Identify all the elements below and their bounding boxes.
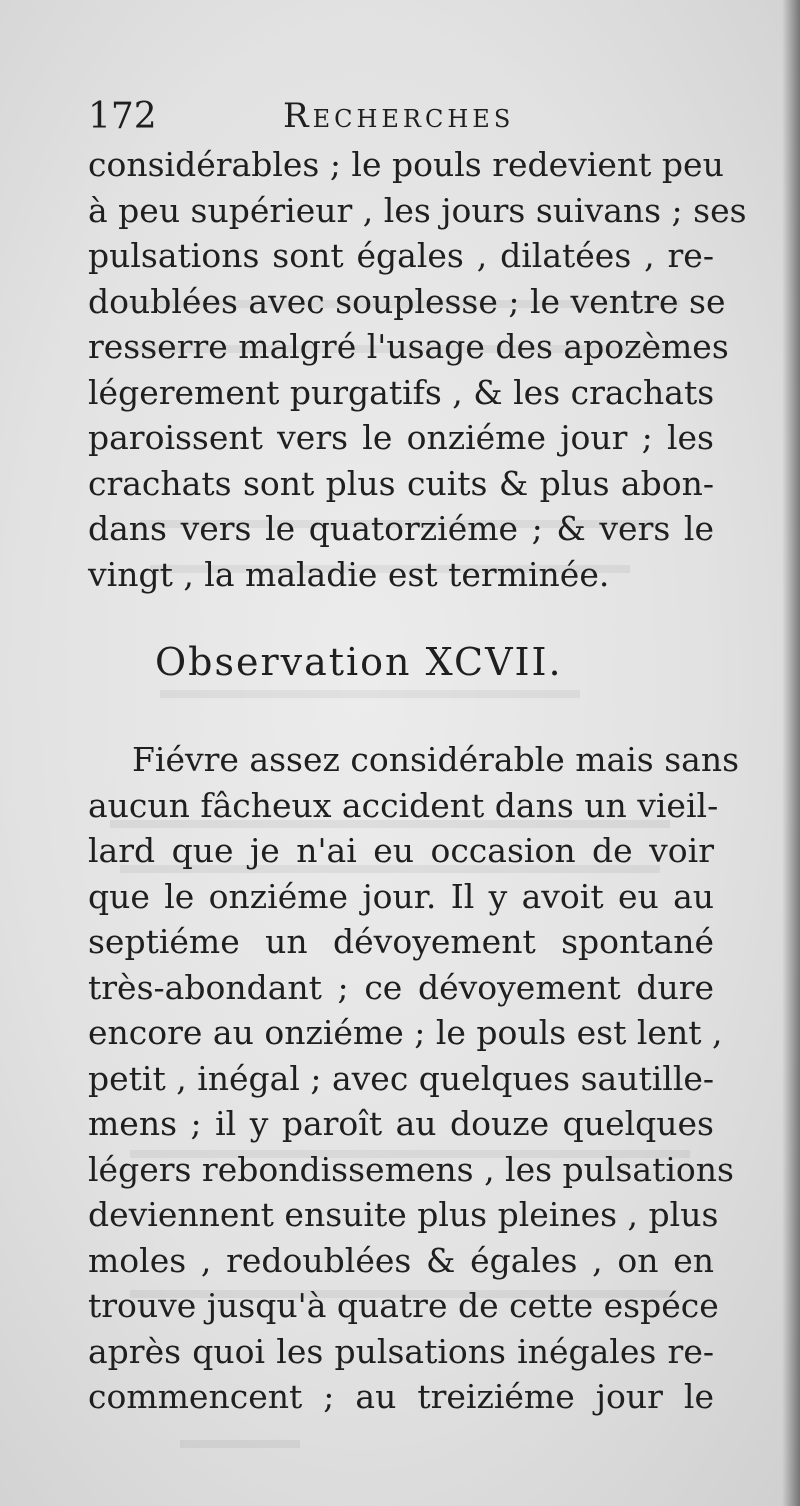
paragraph-continuation — [88, 142, 747, 597]
text-line: à peu supérieur , les jours suivans ; ses — [88, 190, 747, 230]
text-line: septiéme un dévoyement spontané — [88, 922, 714, 961]
text-line: petit , inégal ; avec quelques sautille- — [88, 1058, 715, 1098]
text-line: considérables ; le pouls redevient peu — [88, 145, 724, 184]
observation-paragraph — [88, 737, 740, 1420]
text-line: commencent ; au treiziéme jour le — [88, 1377, 714, 1416]
text-line: trouve jusqu'à quatre de cette espéce — [88, 1286, 719, 1325]
text-line: après quoi les pulsations inégales re- — [88, 1331, 714, 1371]
text-line: moles , redoublées & égales , on en — [88, 1240, 714, 1280]
text-line: lard que je n'ai eu occasion de voir — [88, 831, 714, 870]
text-line: encore au onziéme ; le pouls est lent , — [88, 1013, 723, 1052]
text-line: que le onziéme jour. Il y avoit eu au — [88, 876, 714, 916]
running-head: Recherches — [283, 96, 515, 136]
text-line: très-abondant ; ce dévoyement dure — [88, 967, 714, 1007]
text-line: resserre malgré l'usage des apozèmes — [88, 327, 729, 366]
text-line: légerement purgatifs , & les crachats — [88, 372, 715, 412]
text-line: aucun fâcheux accident dans un vieil- — [88, 785, 719, 825]
text-line: dans vers le quatorziéme ; & vers le — [88, 509, 714, 548]
text-line: légers rebondissemens , les pulsations — [88, 1149, 734, 1189]
text-line: doublées avec souplesse ; le ventre se — [88, 281, 726, 321]
text-line: crachats sont plus cuits & plus abon- — [88, 463, 714, 503]
page-edge-shadow — [782, 0, 800, 1506]
observation-heading: Observation XCVII. — [155, 640, 563, 684]
text-line: deviennent ensuite plus pleines , plus — [88, 1195, 719, 1234]
page-header — [88, 96, 718, 140]
text-line: mens ; il y paroît au douze quelques — [88, 1104, 714, 1143]
text-line: paroissent vers le onziéme jour ; les — [88, 418, 714, 457]
text-line: vingt , la maladie est terminée. — [88, 554, 610, 594]
text-line: Fiévre assez considérable mais sans — [132, 740, 740, 779]
text-line: pulsations sont égales , dilatées , re- — [88, 236, 714, 275]
page-number: 172 — [88, 96, 157, 137]
